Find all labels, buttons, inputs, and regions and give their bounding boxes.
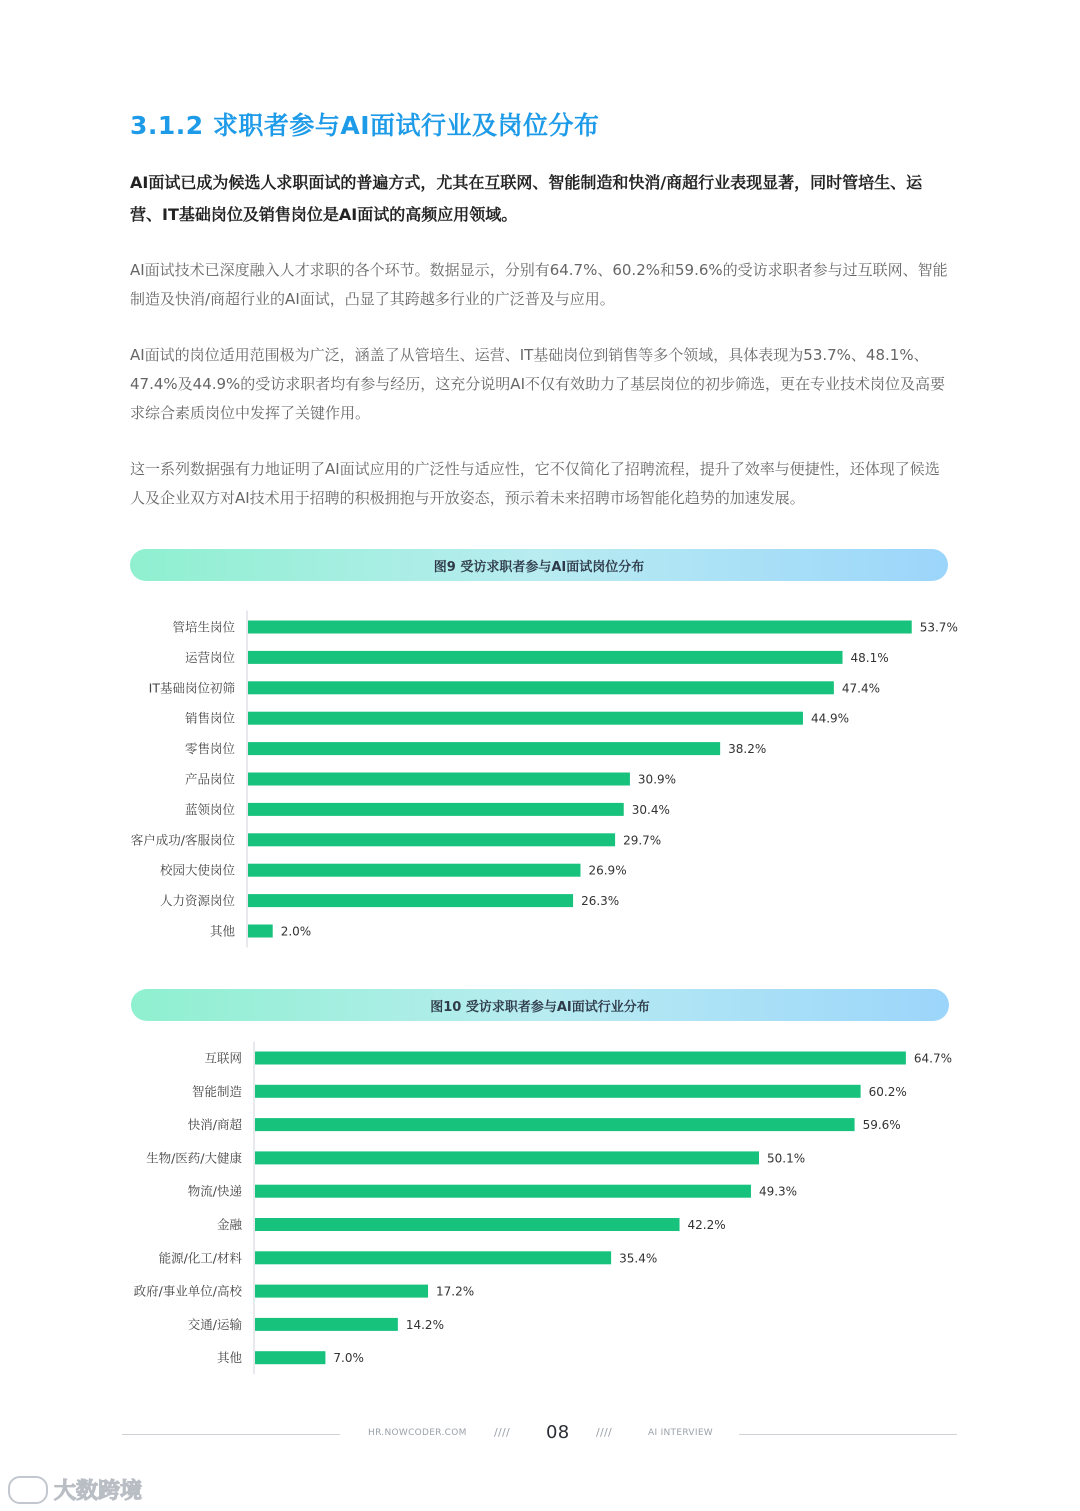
industry-bar <box>255 1351 325 1364</box>
figure-9-title: 图9 受访求职者参与AI面试岗位分布 <box>130 549 948 581</box>
watermark-logo-icon <box>8 1476 48 1504</box>
job-value-label: 48.1% <box>850 650 889 665</box>
industry-value-label: 50.1% <box>767 1151 806 1166</box>
job-value-label: 26.3% <box>581 894 620 909</box>
industry-value-label: 64.7% <box>913 1051 953 1066</box>
body-paragraph-3: 这一系列数据强有力地证明了AI面试应用的广泛性与适应性，它不仅简化了招聘流程，提升了效率与便捷性，还体现了候选人及企业双方对AI技术用于招聘的积极拥抱与开放姿态，预示着未来招聘市场智能化趋势的加速发展。 <box>130 460 940 507</box>
industry-category-label: 快消/商超 <box>187 1117 242 1133</box>
figure-10-title: 图10 受访求职者参与AI面试行业分布 <box>131 989 949 1021</box>
watermark <box>8 1474 142 1505</box>
job-value-label: 29.7% <box>623 833 662 848</box>
industry-bar <box>255 1085 861 1098</box>
job-value-label: 30.4% <box>631 802 670 817</box>
industry-value-label: 14.2% <box>405 1317 444 1332</box>
industry-value-label: 60.2% <box>868 1084 907 1099</box>
job-value-label: 30.9% <box>637 772 677 787</box>
job-value-label: 47.4% <box>841 681 880 696</box>
footer-divider-right: //// <box>596 1426 613 1439</box>
industry-value-label: 35.4% <box>619 1251 658 1266</box>
job-category-label: 销售岗位 <box>184 710 235 726</box>
industry-value-label: 49.3% <box>758 1184 798 1199</box>
footer-rule-left <box>122 1434 340 1435</box>
job-value-label: 26.9% <box>588 863 627 878</box>
industry-bar <box>255 1185 751 1198</box>
industry-category-label: 能源/化工/材料 <box>158 1250 242 1266</box>
body-paragraph-2: AI面试的岗位适用范围极为广泛，涵盖了从管培生、运营、IT基础岗位到销售等多个领域，具体表现为53.7%、48.1%、47.4%及44.9%的受访求职者均有参与经历，这充分说明AI不仅有效助力了基层岗位的初步筛选，更在专业技术岗位及高要求综合素质岗位中发挥了关键作用。 <box>130 346 945 422</box>
job-category-label: 人力资源岗位 <box>159 893 235 909</box>
job-category-label: 零售岗位 <box>184 741 235 757</box>
lead-paragraph: AI面试已成为候选人求职面试的普遍方式，尤其在互联网、智能制造和快消/商超行业表现显著，同时管培生、运营、IT基础岗位及销售岗位是AI面试的高频应用领域。 <box>130 173 923 224</box>
job-category-label: 产品岗位 <box>184 771 235 787</box>
job-value-label: 44.9% <box>810 711 850 726</box>
job-category-label: 运营岗位 <box>184 649 235 665</box>
job-category-label: IT基础岗位初筛 <box>148 680 235 696</box>
industry-bar <box>255 1318 398 1331</box>
industry-category-label: 互联网 <box>204 1050 242 1066</box>
job-category-label: 客户成功/客服岗位 <box>130 832 235 848</box>
job-value-label: 2.0% <box>280 924 312 939</box>
footer-tag: AI INTERVIEW <box>648 1428 714 1438</box>
industry-category-label: 物流/快递 <box>187 1183 242 1199</box>
industry-bar <box>255 1118 855 1131</box>
industry-category-label: 智能制造 <box>191 1083 242 1099</box>
job-value-label: 53.7% <box>919 620 958 635</box>
industry-bar <box>255 1285 428 1298</box>
industry-value-label: 17.2% <box>436 1284 475 1299</box>
job-category-label: 管培生岗位 <box>172 619 235 635</box>
industry-bar <box>255 1251 611 1264</box>
industry-value-label: 42.2% <box>687 1218 726 1232</box>
job-category-label: 校园大使岗位 <box>159 862 235 878</box>
footer-rule-right <box>739 1434 957 1435</box>
industry-category-label: 交通/运输 <box>187 1316 242 1332</box>
page-number: 08 <box>546 1422 570 1443</box>
industry-value-label: 7.0% <box>333 1351 364 1366</box>
footer-divider-left: //// <box>494 1426 511 1439</box>
section-title: 3.1.2 求职者参与AI面试行业及岗位分布 <box>130 111 600 140</box>
watermark-text: 大数跨境 <box>54 1479 143 1504</box>
job-category-label: 其他 <box>209 923 235 939</box>
industry-category-label: 政府/事业单位/高校 <box>133 1283 242 1299</box>
industry-bar <box>255 1151 759 1164</box>
industry-bar <box>255 1052 906 1065</box>
job-category-label: 蓝领岗位 <box>184 801 235 817</box>
industry-category-label: 金融 <box>216 1217 242 1232</box>
footer-site: HR.NOWCODER.COM <box>368 1428 467 1438</box>
industry-value-label: 59.6% <box>862 1118 901 1133</box>
job-value-label: 38.2% <box>728 742 767 757</box>
industry-category-label: 其他 <box>216 1350 242 1366</box>
industry-bar <box>255 1218 680 1231</box>
industry-category-label: 生物/医药/大健康 <box>146 1150 242 1166</box>
body-paragraph-1: AI面试技术已深度融入人才求职的各个环节。数据显示，分别有64.7%、60.2%和59.6%的受访求职者参与过互联网、智能制造及快消/商超行业的AI面试，凸显了其跨越多行业的广泛普及与应用。 <box>130 261 948 308</box>
